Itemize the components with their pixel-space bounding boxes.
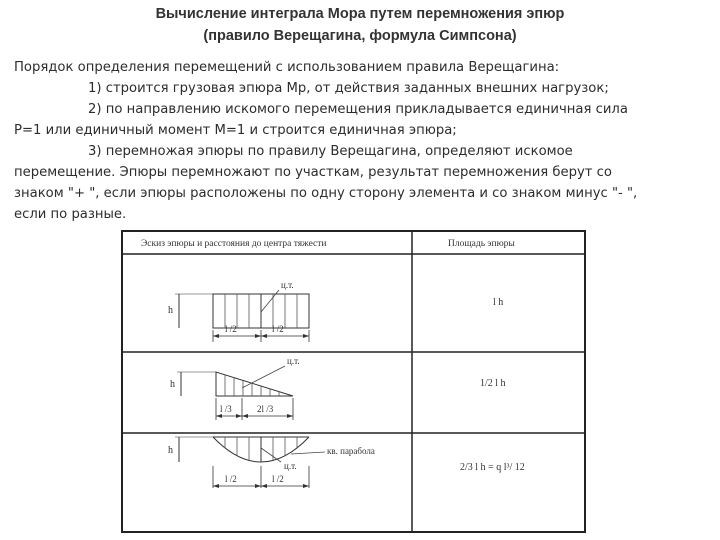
dim-left-label: l /3 [220, 404, 232, 414]
text-line: перемещение. Эпюры перемножают по участкам, результат перемножения берут со [14, 165, 613, 180]
table-border [122, 231, 585, 532]
h-label: h [168, 445, 173, 456]
dim-right-label: 2l /3 [257, 404, 274, 414]
dim-right-label: l /2 [272, 474, 284, 484]
rectangle-epure [175, 290, 309, 342]
text-line: 2) по направлению искомого перемещения прикладывается единичная сила [88, 102, 628, 117]
epure-table [121, 230, 586, 533]
page-title: Вычисление интеграла Мора путем перемножения эпюр [155, 6, 565, 22]
col2-header: Площадь эпюры [448, 239, 515, 249]
h-label: h [168, 305, 173, 316]
centroid-label: ц.т. [287, 356, 300, 366]
table-graphic [121, 230, 586, 533]
text-line: 3) перемножая эпюры по правилу Верещагина, определяют искомое [88, 144, 573, 159]
area-formula: 2/3 l h = q l³/ 12 [460, 462, 525, 473]
text-line: Р=1 или единичный момент М=1 и строится единичная эпюра; [14, 123, 457, 138]
area-formula: 1/2 l h [480, 378, 506, 389]
h-label: h [170, 379, 175, 390]
text-line: если по разные. [14, 207, 127, 222]
centroid-label: ц.т. [284, 461, 297, 471]
parabola-label: кв. парабола [327, 446, 375, 456]
text-line: знаком "+ ", если эпюры расположены по одну сторону элемента и со знаком минус "- ", [14, 186, 638, 201]
page-subtitle: (правило Верещагина, формула Симпсона) [203, 28, 517, 44]
text-line: Порядок определения перемещений с использованием правила Верещагина: [14, 60, 560, 75]
parabola-epure [175, 437, 325, 488]
centroid-label: ц.т. [281, 280, 294, 290]
dim-right-label: l /2 [272, 324, 284, 334]
dim-left-label: l /2 [225, 324, 237, 334]
col1-header: Эскиз эпюры и расстояния до центра тяжести [141, 239, 327, 249]
area-formula: l h [493, 297, 504, 308]
text-line: 1) строится грузовая эпюра Мр, от действия заданных внешних нагрузок; [88, 81, 609, 96]
dim-left-label: l /2 [225, 474, 237, 484]
triangle-epure [177, 366, 293, 420]
